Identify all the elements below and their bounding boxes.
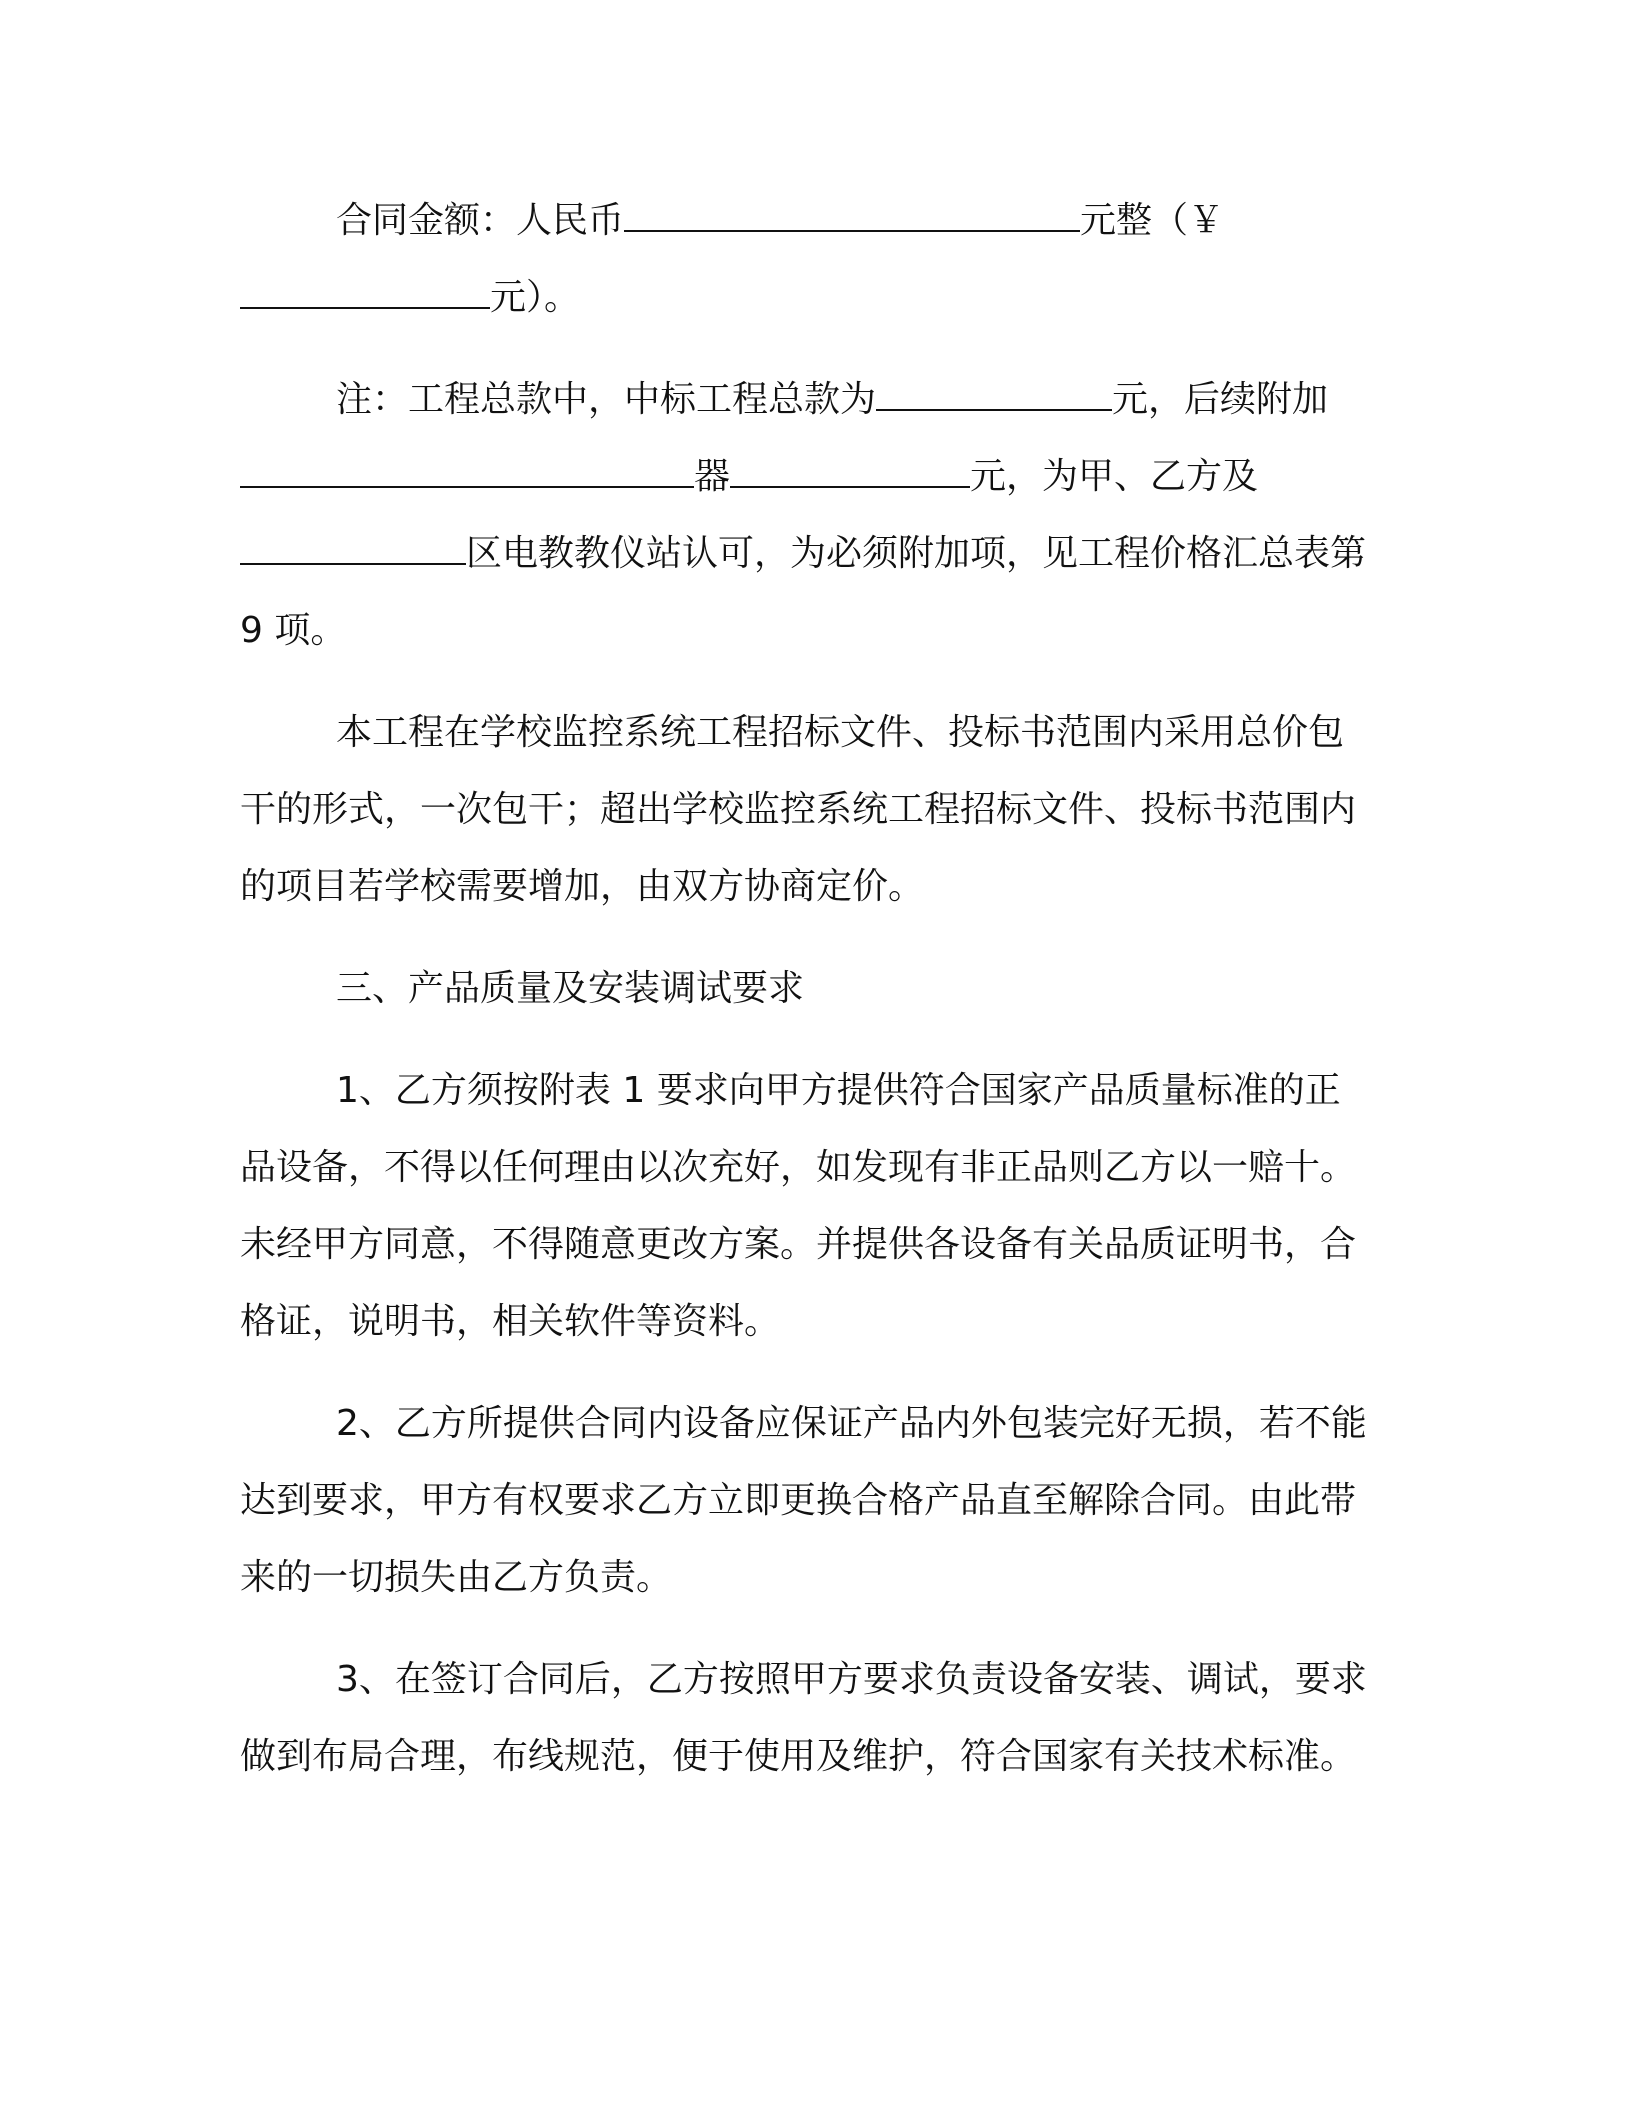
yen-blank [240, 277, 490, 309]
note-part4: 元，为甲、乙方及 [970, 456, 1259, 497]
note-part3: 器 [694, 456, 731, 497]
amount-suffix: 元整 [1080, 200, 1153, 241]
item-1-paragraph: 1、乙方须按附表 1 要求向甲方提供符合国家产品质量标准的正品设备，不得以任何理由以次充好，如发现有非正品则乙方以一赔十。未经甲方同意，不得随意更改方案。并提供各设备有关品质证明书，合格证，说明书，相关软件等资料。 [240, 1070, 1357, 1342]
yen-open: （￥ [1152, 200, 1225, 241]
amount-blank [624, 200, 1080, 232]
note-part2: 元，后续附加 [1112, 379, 1329, 420]
section-3-heading: 三、产品质量及安装调试要求 [336, 968, 805, 1009]
note-blank-2 [240, 456, 694, 488]
note-blank-3 [730, 456, 970, 488]
scope-paragraph: 本工程在学校监控系统工程招标文件、投标书范围内采用总价包干的形式，一次包干；超出学校监控系统工程招标文件、投标书范围内的项目若学校需要增加，由双方协商定价。 [240, 712, 1357, 907]
note-blank-1 [876, 379, 1112, 411]
yen-close: 元）。 [490, 277, 581, 318]
contract-amount-paragraph [240, 182, 1376, 336]
document-body [240, 182, 1376, 1820]
note-paragraph [240, 361, 1376, 669]
note-part5: 区电教教仪站认可，为必须附加项，见工程价格汇总表第 9 项。 [240, 533, 1367, 651]
item-3-paragraph: 3、在签订合同后，乙方按照甲方要求负责设备安装、调试，要求做到布局合理，布线规范，便于使用及维护，符合国家有关技术标准。 [240, 1659, 1367, 1777]
item-2-paragraph: 2、乙方所提供合同内设备应保证产品内外包装完好无损，若不能达到要求，甲方有权要求乙方立即更换合格产品直至解除合同。由此带来的一切损失由乙方负责。 [240, 1403, 1367, 1598]
amount-label: 合同金额：人民币 [336, 200, 625, 241]
note-prefix: 注：工程总款中，中标工程总款为 [336, 379, 877, 420]
note-blank-4 [240, 533, 466, 565]
